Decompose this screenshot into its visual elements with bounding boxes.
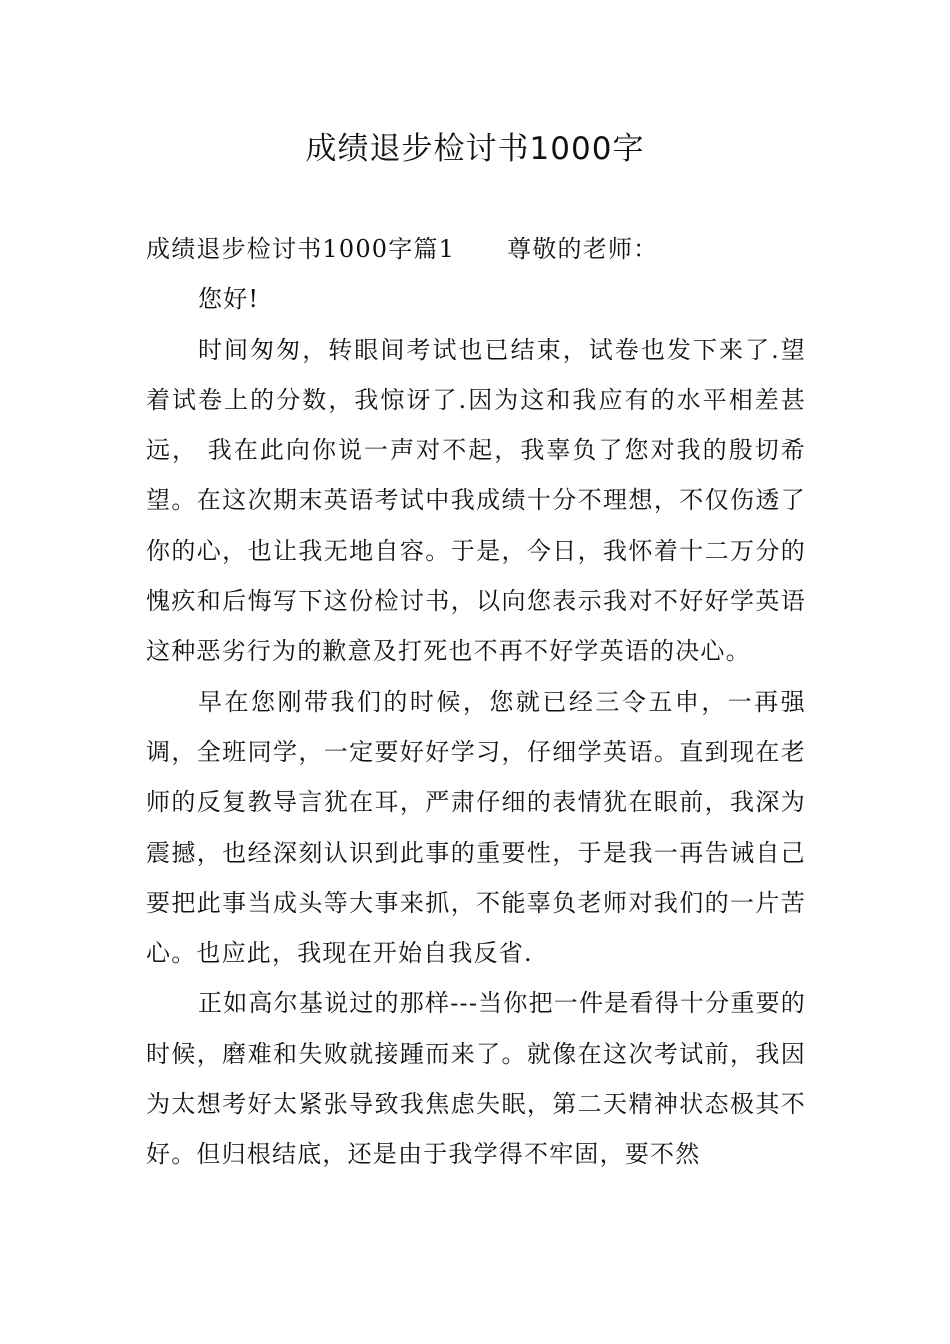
- document-body: [146, 224, 806, 1180]
- section-heading: 成绩退步检讨书1000字篇1: [146, 235, 456, 263]
- salutation: 尊敬的老师：: [507, 235, 659, 263]
- heading-line: [146, 224, 806, 274]
- document-title: 成绩退步检讨书1000字: [305, 131, 645, 167]
- greeting: 您好!: [198, 285, 260, 314]
- paragraph-1: 时间匆匆，转眼间考试也已结束，试卷也发下来了.望着试卷上的分数，我惊讶了.因为这和我应有的水平相差甚远， 我在此向你说一声对不起，我辜负了您对我的殷切希望。在这次期末英语考试中我成绩十分不理想，不仅伤透了你的心，也让我无地自容。于是，今日，我怀着十二万分的愧疚和后悔写下这份检讨书，以向您表示我对不好好学英语这种恶劣行为的歉意及打死也不再不好学英语的决心。: [146, 335, 806, 666]
- paragraph-3: 正如高尔基说过的那样---当你把一件是看得十分重要的时候，磨难和失败就接踵而来了。就像在这次考试前，我因为太想考好太紧张导致我焦虑失眠，第二天精神状态极其不好。但归根结底，还是由于我学得不牢固，要不然: [146, 989, 806, 1169]
- paragraph-2: 早在您刚带我们的时候，您就已经三令五申，一再强调，全班同学，一定要好好学习，仔细学英语。直到现在老师的反复教导言犹在耳，严肃仔细的表情犹在眼前，我深为震撼，也经深刻认识到此事的重要性，于是我一再告诫自己要把此事当成头等大事来抓，不能辜负老师对我们的一片苦心。也应此，我现在开始自我反省.: [146, 687, 806, 968]
